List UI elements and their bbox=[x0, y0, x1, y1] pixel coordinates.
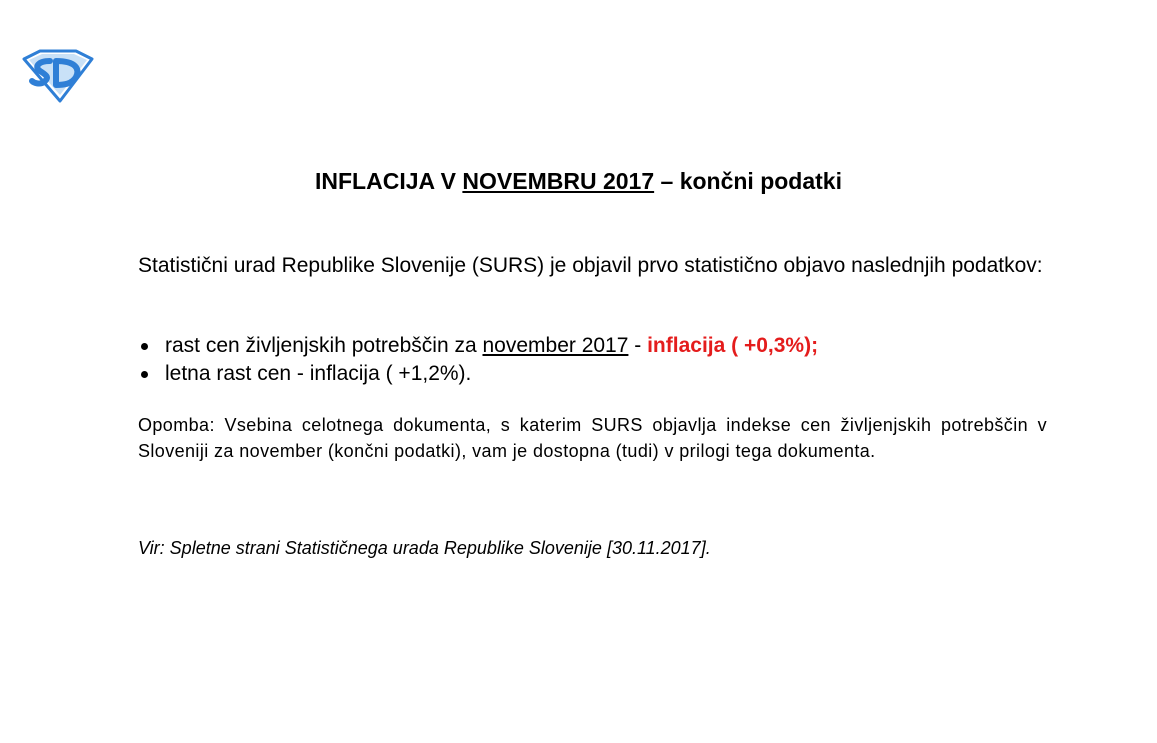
bullet-list bbox=[138, 332, 1048, 388]
page-title bbox=[0, 166, 1157, 196]
inflation-highlight: inflacija ( +0,3%); bbox=[647, 334, 819, 357]
list-item bbox=[138, 332, 1048, 360]
title-part2: – končni podatki bbox=[654, 168, 842, 194]
bullet-icon bbox=[141, 343, 148, 350]
bullet-icon bbox=[141, 371, 148, 378]
note-paragraph: Opomba: Vsebina celotnega dokumenta, s katerim SURS objavlja indekse cen življenjskih potrebščin v Sloveniji za november (končni podatki), vam je dostopna (tudi) v prilogi tega dokumenta. bbox=[138, 415, 1047, 461]
bullet-prefix: rast cen življenjskih potrebščin za bbox=[165, 334, 483, 357]
bullet-separator: - bbox=[628, 334, 648, 357]
title-part1: INFLACIJA V bbox=[315, 168, 463, 194]
list-item bbox=[138, 360, 1048, 388]
source-citation: Vir: Spletne strani Statističnega urada Republike Slovenije [30.11.2017]. bbox=[138, 538, 711, 558]
intro-paragraph: Statistični urad Republike Slovenije (SURS) je objavil prvo statistično objavo naslednjih podatkov: bbox=[138, 254, 1043, 277]
bullet-underlined: november 2017 bbox=[482, 334, 629, 357]
bullet-text: letna rast cen - inflacija ( +1,2%). bbox=[165, 362, 472, 385]
title-underlined: NOVEMBRU 2017 bbox=[462, 168, 655, 194]
sd-shield-logo-icon bbox=[20, 47, 96, 105]
